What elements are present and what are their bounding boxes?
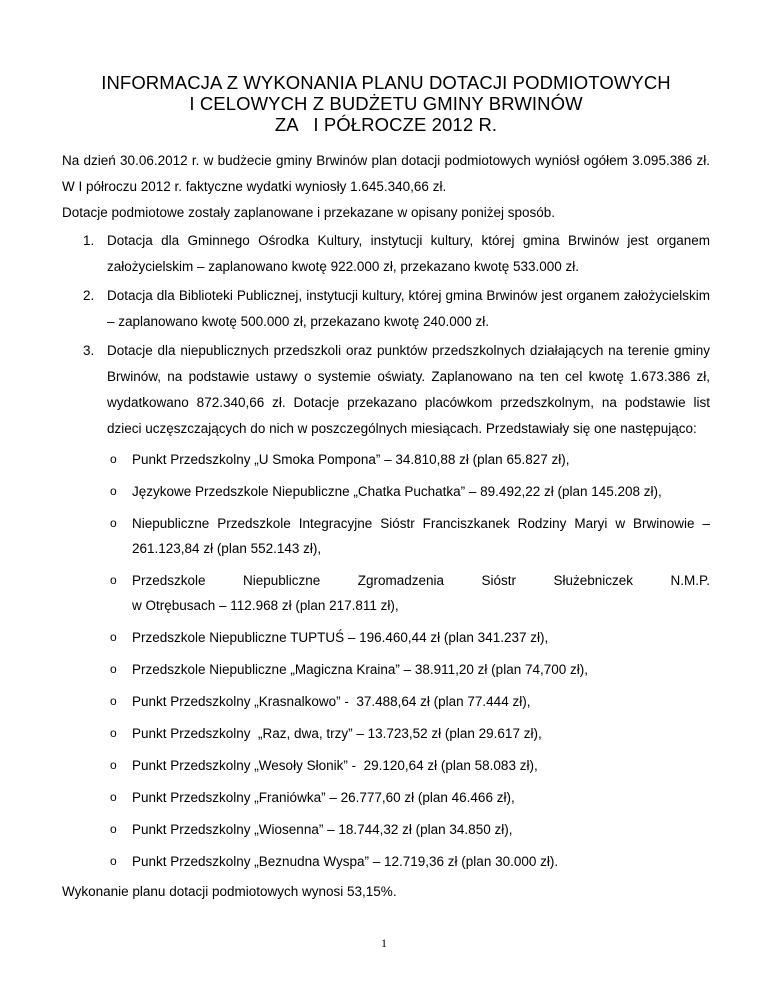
word: Niepubliczne [243, 573, 321, 588]
preschool-item-text [132, 568, 710, 593]
preschool-item [110, 753, 710, 778]
page-number: 1 [381, 936, 387, 950]
preschool-item-text: Niepubliczne Przedszkole Integracyjne Sióstr Franciszkanek Rodziny Maryi w Brwinowie – 261.123,84 zł (plan 552.143 zł), [132, 516, 710, 556]
preschool-item-text: Punkt Przedszkolny „U Smoka Pompona” – 34.810,88 zł (plan 65.827 zł), [132, 452, 570, 467]
list-item-2 [83, 283, 710, 335]
word: Służebniczek [553, 573, 634, 588]
title-line-3: ZA I PÓŁROCZE 2012 R. [274, 114, 498, 135]
list-item-3 [83, 338, 710, 874]
title-line-2: I CELOWYCH Z BUDŻETU GMINY BRWINÓW [189, 93, 583, 114]
list-item-text: Dotacja dla Gminnego Ośrodka Kultury, instytucji kultury, której gmina Brwinów jest organem założycielskim – zaplanowano kwotę 922.000 zł, przekazano kwotę 533.000 zł. [107, 233, 710, 274]
preschool-item [110, 721, 710, 746]
preschool-item [110, 479, 710, 504]
bullet-icon: o [110, 790, 117, 804]
preschool-item [110, 657, 710, 682]
bullet-icon: o [110, 630, 117, 644]
preschool-item-text: Przedszkole Niepubliczne „Magiczna Kraina” – 38.911,20 zł (plan 74,700 zł), [132, 662, 588, 677]
preschool-item [110, 625, 710, 650]
word: Zgromadzenia [357, 573, 445, 588]
bullet-icon: o [110, 573, 117, 587]
preschool-item [110, 568, 710, 618]
list-number: 2. [83, 288, 95, 303]
bullet-icon: o [110, 694, 117, 708]
preschool-item-text: Punkt Przedszkolny „Beznudna Wyspa” – 12.719,36 zł (plan 30.000 zł). [132, 854, 559, 869]
bullet-icon: o [110, 662, 117, 676]
word: Przedszkole [132, 573, 206, 588]
preschool-item [110, 447, 710, 472]
dotation-list [62, 228, 710, 874]
preschool-item [110, 785, 710, 810]
list-item-1 [83, 228, 710, 280]
preschool-item [110, 817, 710, 842]
preschool-item [110, 849, 710, 874]
preschool-item-text: Punkt Przedszkolny „Raz, dwa, trzy” – 13.723,52 zł (plan 29.617 zł), [132, 726, 542, 741]
preschool-item [110, 511, 710, 561]
bullet-icon: o [110, 726, 117, 740]
title-line-1: INFORMACJA Z WYKONANIA PLANU DOTACJI PODMIOTOWYCH [101, 72, 671, 93]
bullet-icon: o [110, 758, 117, 772]
preschool-item-text: Przedszkole Niepubliczne TUPTUŚ – 196.460,44 zł (plan 341.237 zł), [132, 630, 549, 645]
preschool-item-text: Punkt Przedszkolny „Wiosenna” – 18.744,32 zł (plan 34.850 zł), [132, 822, 513, 837]
preschool-item [110, 689, 710, 714]
list-number: 1. [83, 233, 95, 248]
preschool-item-text-line-2: w Otrębusach – 112.968 zł (plan 217.811 zł), [132, 598, 399, 613]
bullet-icon: o [110, 854, 117, 868]
intro-paragraph: Na dzień 30.06.2012 r. w budżecie gminy Brwinów plan dotacji podmiotowych wyniósł ogółem 3.095.386 zł. W I półroczu 2012 r. faktyczne wydatki wyniosły 1.645.340,66 zł. [62, 153, 710, 194]
bullet-icon: o [110, 822, 117, 836]
bullet-icon: o [110, 452, 117, 466]
list-number: 3. [83, 343, 95, 358]
document-page [62, 72, 710, 905]
word: Sióstr [481, 573, 517, 588]
intro-paragraph-2: Dotacje podmiotowe zostały zaplanowane i przekazane w opisany poniżej sposób. [62, 205, 556, 220]
list-item-text: Dotacja dla Biblioteki Publicznej, instytucji kultury, której gmina Brwinów jest organem założycielskim – zaplanowano kwotę 500.000 zł, przekazano kwotę 240.000 zł. [107, 288, 710, 329]
word: N.M.P. [670, 573, 710, 588]
preschool-list [107, 447, 710, 874]
preschool-item-text: Punkt Przedszkolny „Wesoły Słonik” - 29.120,64 zł (plan 58.083 zł), [132, 758, 538, 773]
document-title [62, 72, 710, 135]
preschool-item-text: Punkt Przedszkolny „Franiówka” – 26.777,60 zł (plan 46.466 zł), [132, 790, 515, 805]
list-item-text: Dotacje dla niepublicznych przedszkoli oraz punktów przedszkolnych działających na terenie gminy Brwinów, na podstawie ustawy o systemie oświaty. Zaplanowano na ten cel kwotę 1.673.386 zł, wydatkowano 872.340,66 zł. Dotacje przekazano placówkom przedszkolnym, na podstawie list dzieci uczęszczających do nich w poszczególnych miesiącach. Przedstawiały się one następująco: [107, 343, 710, 436]
preschool-item-text: Punkt Przedszkolny „Krasnalkowo” - 37.488,64 zł (plan 77.444 zł), [132, 694, 531, 709]
preschool-item-text: Językowe Przedszkole Niepubliczne „Chatka Puchatka” – 89.492,22 zł (plan 145.208 zł), [132, 484, 662, 499]
bullet-icon: o [110, 484, 117, 498]
summary-text: Wykonanie planu dotacji podmiotowych wynosi 53,15%. [62, 884, 397, 899]
bullet-icon: o [110, 516, 117, 530]
